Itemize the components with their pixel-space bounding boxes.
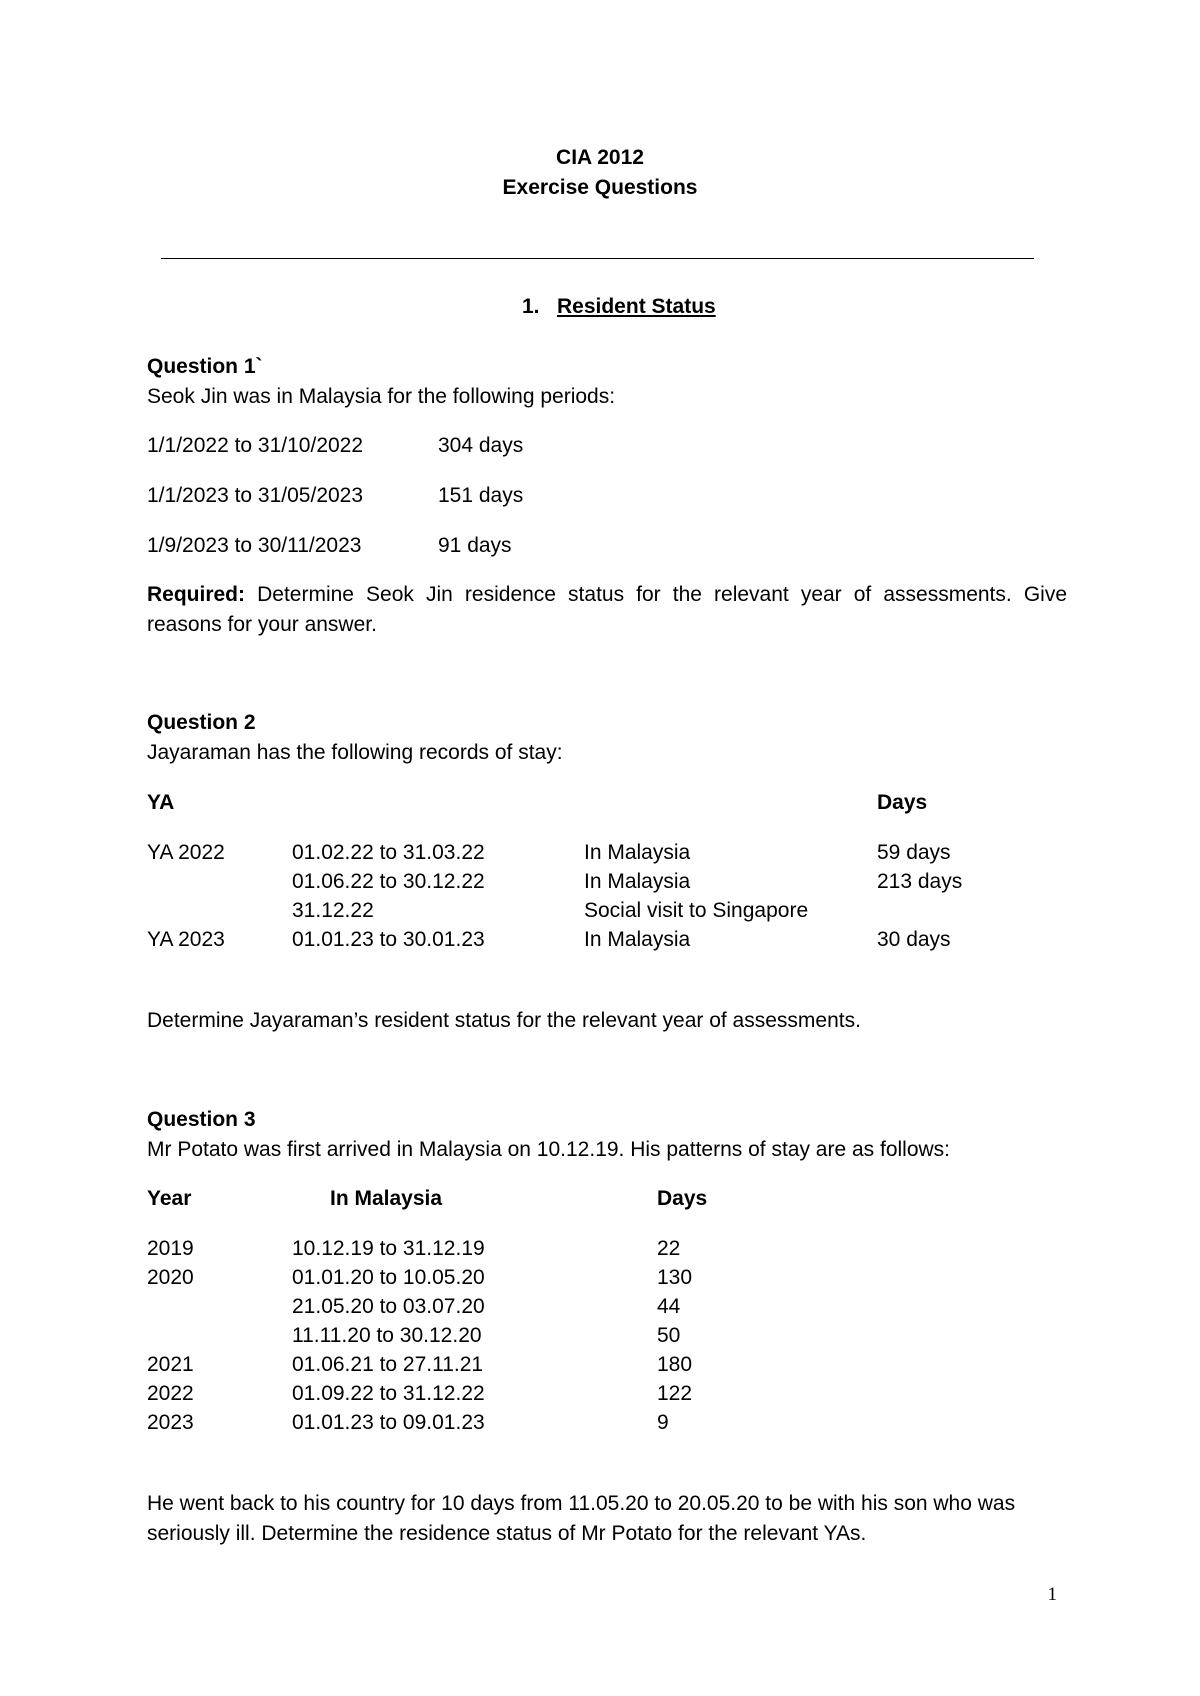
q1-period: 1/9/2023 to 30/11/2023 bbox=[147, 534, 362, 557]
question-2-text: Determine Jayaraman’s resident status for the relevant year of assessments. bbox=[147, 1009, 861, 1032]
q3-year: 2020 bbox=[147, 1266, 194, 1289]
question-1-intro: Seok Jin was in Malaysia for the following periods: bbox=[147, 385, 616, 408]
q1-days: 91 days bbox=[438, 534, 512, 557]
q3-period: 01.01.23 to 09.01.23 bbox=[292, 1411, 485, 1434]
q1-period: 1/1/2022 to 31/10/2022 bbox=[147, 434, 364, 457]
q3-year: 2019 bbox=[147, 1237, 194, 1260]
q1-days: 304 days bbox=[438, 434, 524, 457]
q3-period: 01.06.21 to 27.11.21 bbox=[292, 1353, 484, 1376]
q2-place: In Malaysia bbox=[584, 841, 691, 864]
q3-days: 122 bbox=[657, 1382, 693, 1405]
q3-period: 01.01.20 to 10.05.20 bbox=[292, 1266, 485, 1289]
q2-days: 30 days bbox=[877, 928, 951, 951]
page-number: 1 bbox=[1047, 1584, 1057, 1605]
q3-days: 22 bbox=[657, 1237, 681, 1260]
q3-days: 44 bbox=[657, 1295, 681, 1318]
q3-year: 2022 bbox=[147, 1382, 194, 1405]
q1-period: 1/1/2023 to 31/05/2023 bbox=[147, 484, 364, 507]
q2-ya: YA 2023 bbox=[147, 928, 225, 951]
q3-period: 10.12.19 to 31.12.19 bbox=[292, 1237, 485, 1260]
q3-days: 50 bbox=[657, 1324, 681, 1347]
q2-period: 01.01.23 to 30.01.23 bbox=[292, 928, 485, 951]
q2-place: In Malaysia bbox=[584, 928, 691, 951]
question-2-intro: Jayaraman has the following records of stay: bbox=[147, 741, 563, 764]
q2-days: 59 days bbox=[877, 841, 951, 864]
q2-period: 31.12.22 bbox=[292, 899, 374, 922]
question-3-closing: He went back to his country for 10 days from 11.05.20 to 20.05.20 to be with his son who was seriously ill. Determine the residence status of Mr Potato for the relevant YAs. bbox=[147, 1492, 1016, 1545]
section-number: 1. bbox=[522, 295, 540, 318]
q3-col-year: Year bbox=[147, 1187, 192, 1210]
question-1-heading: Question 1` bbox=[147, 355, 263, 378]
header-divider bbox=[161, 258, 1034, 259]
q2-period: 01.02.22 to 31.03.22 bbox=[292, 841, 485, 864]
q3-days: 9 bbox=[657, 1411, 669, 1434]
question-3-intro: Mr Potato was first arrived in Malaysia on 10.12.19. His patterns of stay are as follows: bbox=[147, 1138, 951, 1161]
q2-place: Social visit to Singapore bbox=[584, 899, 809, 922]
question-2-heading: Question 2 bbox=[147, 711, 256, 734]
section-title: Resident Status bbox=[557, 295, 716, 318]
q2-period: 01.06.22 to 30.12.22 bbox=[292, 870, 485, 893]
q3-period: 11.11.20 to 30.12.20 bbox=[292, 1324, 482, 1347]
q3-days: 180 bbox=[657, 1353, 693, 1376]
q3-period: 21.05.20 to 03.07.20 bbox=[292, 1295, 485, 1318]
document-subtitle: Exercise Questions bbox=[502, 176, 698, 199]
required-label: Required: bbox=[147, 583, 246, 606]
q2-ya: YA 2022 bbox=[147, 841, 225, 864]
document-title: CIA 2012 bbox=[556, 146, 644, 169]
q3-year: 2021 bbox=[147, 1353, 194, 1376]
q2-days: 213 days bbox=[877, 870, 963, 893]
question-1-required bbox=[147, 580, 1067, 640]
q3-col-in-malaysia: In Malaysia bbox=[330, 1187, 443, 1210]
q2-place: In Malaysia bbox=[584, 870, 691, 893]
q3-col-days: Days bbox=[657, 1187, 708, 1210]
question-3-heading: Question 3 bbox=[147, 1108, 256, 1131]
q3-days: 130 bbox=[657, 1266, 693, 1289]
q3-year: 2023 bbox=[147, 1411, 194, 1434]
q3-period: 01.09.22 to 31.12.22 bbox=[292, 1382, 485, 1405]
q2-col-days: Days bbox=[877, 791, 928, 814]
required-text: Determine Seok Jin residence status for the relevant year of assessments. Give reasons for your answer. bbox=[147, 583, 1067, 636]
q2-col-ya: YA bbox=[147, 791, 175, 814]
q1-days: 151 days bbox=[438, 484, 524, 507]
